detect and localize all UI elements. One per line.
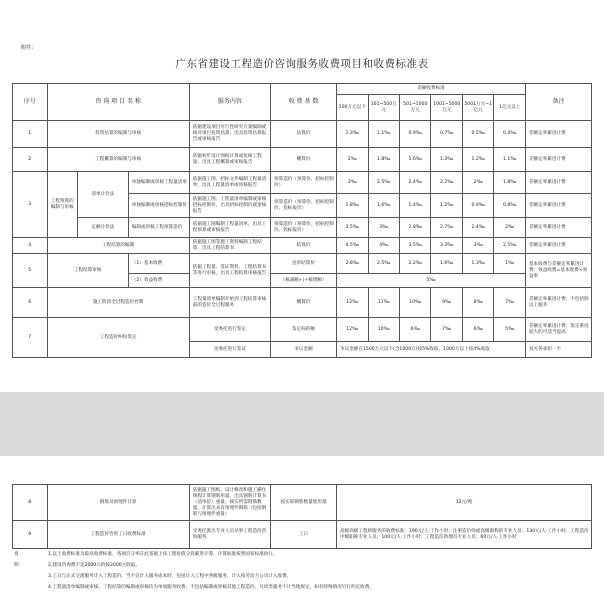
page-title: 广东省建设工程造价咨询服务收费项目和收费标准表 (175, 58, 429, 70)
table-row: （2）效益收费 （核减额+|+核增额） 5‰ (13, 274, 592, 288)
header-item: 咨 询 项 目 名 称 (47, 84, 189, 121)
table-row: 2 工程概算的编制与审核 依据初步设计图纸计算或复核工程量，出具工程概算或审核报告 概算价 2‰ 1.8‰ 1.6‰ 1.3‰ 1.2‰ 1.1‰ 差额定率累进计费 (13, 148, 592, 172)
tier-header: 501~1000万元 (399, 95, 430, 121)
note-line: 2.建设咨询费不足2000元的按2000元收取。 (48, 563, 141, 568)
table-row: 7 工程造价纠纷鉴定 受委托进行鉴定 鉴定标的额 12‰ 10‰ 6‰ 7‰ 6‰ 5‰ 差额定率累进计费；鉴定难度较大的可适当提高 (13, 318, 592, 342)
table-row: 5 工程结算审核 （1）基本收费 依据工程量、签证资料、工程结算书等进行审核，出具工程结算审核报告 送审结算价 2.8‰ 2.5‰ 2.2‰ 1.6‰ 1.3‰ 1‰ 基本收费与差额定率累进计费；效益收费=基本收费×效益率 (13, 254, 592, 274)
tier-header: 5001万元~1亿元 (462, 95, 493, 121)
table-row: 3 工程预算的编制与审核 清单计价法 单独编制或审核工程量清单 依据施工图、招标文件编制工程量清单，出具工程量清单或审核报告 预算造价（预算价，招标控制价） 3‰ 2.5‰ 2.4‰ 2.2‰ 2‰ 1.8‰ 差额定率累进计费 (13, 172, 592, 194)
note-line: 3.工日与正式交流服务计入工程造价，当不宜计入服务成本时，包括计入工程中各级服务，计入按劳动力公司计入收费。 (48, 574, 292, 579)
header-rate-group: 差额收费标准 (337, 84, 526, 95)
tier-header: 1亿元以上 (494, 95, 526, 121)
tier-header: 1001~5000万元 (431, 95, 462, 121)
notes-label: 说明： (14, 552, 24, 568)
note-line: 4.工程量清单编制或审核、工程结算的编制或审核均为单项服务收费，不包括编制或审核其他工程造价，凡同类服务不计当地规定，如有特殊情况另行约定收费。 (48, 585, 374, 590)
table-row: 8 钢筋及预埋件计算 依据施工图纸、设计修改和施工操作规程计算钢筋用量，出具钢筋计算书（清单价）重量、核实所需钢筋数量，计算出来有预埋件钢筋（包括钢筋与预埋件重量） 按实际钢筋数量使用量 12元/吨 (13, 485, 592, 521)
tier-header: 100万元以下 (337, 95, 368, 121)
header-remark: 备注 (525, 84, 591, 121)
table-row: 1 投资估算的编制与审核 依据建设项目可行性研究方案编制或核对项目投资估算，出具投资估算报告或审核报告 估算价 1.3‰ 1.1‰ 0.9‰ 0.7‰ 0.5‰ 0.4‰ 差额定率累进计费 (13, 121, 592, 148)
table-row: 定额计价法 编制或审核工程预算造价 依据施工图编制工程量清单，出具工程预算或审核报告 预算造价（预算价，招标控制价、投标报价） 3.5‰ 3‰ 2.8‰ 2.7‰ 2.4‰ 2‰ 差额定率累进计费 (13, 218, 592, 238)
table-row: 9 工程造价咨询工日收费标准 受委托派出专业人员从事工程造价咨询服务 工日 高级高级工程师服务的收费标准：190元/人·工作小时；注册造价师或高级职称的专业人员：130元/人·工作小时；工程造价中级职称专业人员：100元/人·工作小时；工程造价助理员专业人员：60元/人·工作小时 (13, 521, 592, 549)
table-row: 受委托进行鉴证 争议金额 争议金额在1500万元以下(含1000万)按5%收取，1000万以上按4%收取 双方各承担一半 (13, 342, 592, 358)
header-content: 服务内容 (189, 84, 270, 121)
page-gap (0, 392, 604, 456)
header-base: 收 费 基 数 (271, 84, 337, 121)
note-line: 1.以上收费标准为最高收费标准，各项百分率在此基础上按工程价值分段累进计算，计算标准按照国家标准执行。 (48, 552, 278, 557)
fee-table (12, 83, 592, 358)
table-row: 4 工程结算的编制 依据施工图等施工资料编制工程结算，出具工程结算书 结算价 4.5‰ 4‰ 3.5‰ 3.3‰ 3‰ 2.5‰ 差额定率累进计费 (13, 238, 592, 254)
table-row: 单独编制或审核招标控制价 依据施工图、工程量清单编制或审核招标控制价，出具招标控制价或审核报告 预算造价（预算价，招标控制价、投标报价） 1.8‰ 1.6‰ 1.4‰ 1.2‰ 0.9‰ 0.8‰ 差额定率累进计费 (13, 194, 592, 218)
header-seq: 序号 (13, 84, 48, 121)
tier-header: 101~500万元 (368, 95, 399, 121)
attachment-label: 附件： (21, 45, 37, 51)
table-row: 6 施工阶段全过程造价控制 工程量清单编制开始到工程结算审核前的造价全过程服务 概算价 12‰ 11‰ 10‰ 9‰ 8‰ 7‰ 差额定率累进计费；不包括除以上服务 (13, 288, 592, 318)
fee-table-continued (12, 484, 592, 549)
